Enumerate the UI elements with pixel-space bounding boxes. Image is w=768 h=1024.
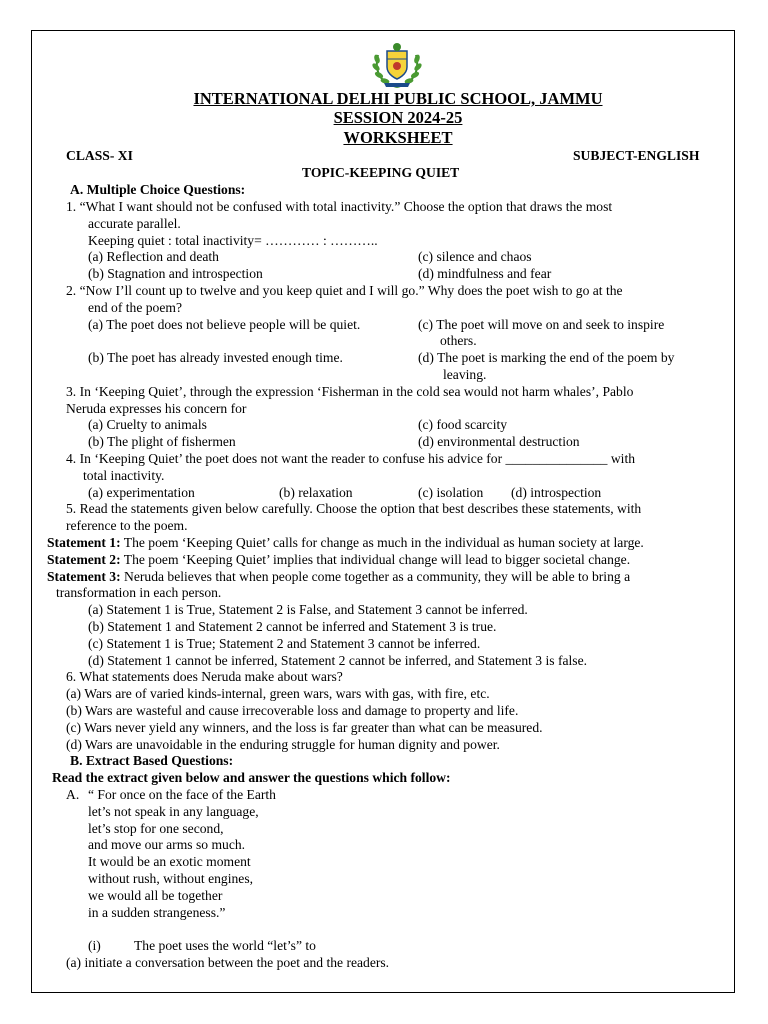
statement-2 (47, 551, 630, 568)
session-title: SESSION 2024-25 (333, 108, 463, 127)
q3-line1: 3. In ‘Keeping Quiet’, through the expression ‘Fisherman in the cold sea would not harm whales’, Pablo (66, 384, 634, 399)
section-b-heading: B. Extract Based Questions: (70, 753, 234, 768)
q2-line2: end of the poem? (88, 300, 182, 315)
poem-line-4: and move our arms so much. (88, 837, 246, 852)
poem-line-8: in a sudden strangeness.” (88, 905, 226, 920)
q2-option-c: (c) The poet will move on and seek to inspire (418, 317, 665, 332)
q1-option-a: (a) Reflection and death (88, 249, 219, 264)
statement-2-text: The poem ‘Keeping Quiet’ implies that individual change will lead to bigger societal change. (120, 552, 631, 567)
q3-option-a: (a) Cruelty to animals (88, 417, 207, 432)
q6-option-b: (b) Wars are wasteful and cause irrecoverable loss and damage to property and life. (66, 703, 519, 718)
q3-option-d: (d) environmental destruction (418, 434, 580, 449)
section-a-heading: A. Multiple Choice Questions: (70, 182, 246, 197)
q4-option-d: (d) introspection (511, 485, 602, 500)
extract-label: A. (66, 787, 80, 802)
q6-option-a: (a) Wars are of varied kinds-internal, green wars, wars with gas, with fire, etc. (66, 686, 490, 701)
qi-number: (i) (88, 938, 101, 953)
subject-label: SUBJECT-ENGLISH (573, 148, 700, 163)
q3-line2: Neruda expresses his concern for (66, 401, 247, 416)
q1-line3: Keeping quiet : total inactivity= ………… : ……….. (88, 233, 378, 248)
q4-option-b: (b) relaxation (279, 485, 353, 500)
class-label: CLASS- XI (66, 148, 133, 163)
worksheet-title: WORKSHEET (343, 128, 453, 147)
q6-option-c: (c) Wars never yield any winners, and the loss is far greater than what can be measured. (66, 720, 543, 735)
poem-line-5: It would be an exotic moment (88, 854, 251, 869)
statement-1 (47, 534, 644, 551)
poem-line-1: “ For once on the face of the Earth (88, 787, 276, 802)
school-name: INTERNATIONAL DELHI PUBLIC SCHOOL, JAMMU (193, 89, 603, 108)
q6-line1: 6. What statements does Neruda make about wars? (66, 669, 343, 684)
q3-option-b: (b) The plight of fishermen (88, 434, 236, 449)
q5-option-c: (c) Statement 1 is True; Statement 2 and Statement 3 cannot be inferred. (88, 636, 481, 651)
statement-3-cont: transformation in each person. (56, 585, 222, 600)
q1-line2: accurate parallel. (88, 216, 181, 231)
poem-line-3: let’s stop for one second, (88, 821, 224, 836)
q2-option-c-cont: others. (440, 333, 477, 348)
poem-line-6: without rush, without engines, (88, 871, 254, 886)
q1-line1: 1. “What I want should not be confused with total inactivity.” Choose the option that draws the most (66, 199, 613, 214)
q5-option-b: (b) Statement 1 and Statement 2 cannot be inferred and Statement 3 is true. (88, 619, 497, 634)
statement-2-label: Statement 2: (47, 552, 121, 567)
qi-option-a: (a) initiate a conversation between the poet and the readers. (66, 955, 390, 970)
q2-option-d: (d) The poet is marking the end of the poem by (418, 350, 675, 365)
q4-line2: total inactivity. (83, 468, 165, 483)
q6-option-d: (d) Wars are unavoidable in the enduring struggle for human dignity and power. (66, 737, 500, 752)
q5-line1: 5. Read the statements given below carefully. Choose the option that best describes these statements, with (66, 501, 642, 516)
poem-line-7: we would all be together (88, 888, 223, 903)
q5-line2: reference to the poem. (66, 518, 188, 533)
statement-3-label: Statement 3: (47, 569, 121, 584)
q4-option-a: (a) experimentation (88, 485, 195, 500)
q2-option-d-cont: leaving. (443, 367, 487, 382)
topic-label: TOPIC-KEEPING QUIET (302, 165, 460, 180)
school-logo-icon (370, 41, 424, 89)
poem-line-2: let’s not speak in any language, (88, 804, 259, 819)
q2-option-a: (a) The poet does not believe people will be quiet. (88, 317, 361, 332)
q4-option-c: (c) isolation (418, 485, 484, 500)
q5-option-d: (d) Statement 1 cannot be inferred, Statement 2 cannot be inferred, and Statement 3 is false. (88, 653, 588, 668)
statement-3 (47, 568, 630, 585)
q5-option-a: (a) Statement 1 is True, Statement 2 is False, and Statement 3 cannot be inferred. (88, 602, 528, 617)
statement-1-text: The poem ‘Keeping Quiet’ calls for change as much in the individual as human society at large. (120, 535, 644, 550)
statement-1-label: Statement 1: (47, 535, 121, 550)
q2-line1: 2. “Now I’ll count up to twelve and you keep quiet and I will go.” Why does the poet wish to go at the (66, 283, 623, 298)
q1-option-b: (b) Stagnation and introspection (88, 266, 263, 281)
statement-3-text: Neruda believes that when people come together as a community, they will be able to bring a (120, 569, 631, 584)
qi-text: The poet uses the world “let’s” to (134, 938, 316, 953)
q3-option-c: (c) food scarcity (418, 417, 508, 432)
q1-option-d: (d) mindfulness and fear (418, 266, 552, 281)
q2-option-b: (b) The poet has already invested enough time. (88, 350, 343, 365)
section-b-instruction: Read the extract given below and answer the questions which follow: (52, 770, 451, 785)
q1-option-c: (c) silence and chaos (418, 249, 532, 264)
q4-line1: 4. In ‘Keeping Quiet’ the poet does not want the reader to confuse his advice for _______________ with (66, 451, 636, 466)
